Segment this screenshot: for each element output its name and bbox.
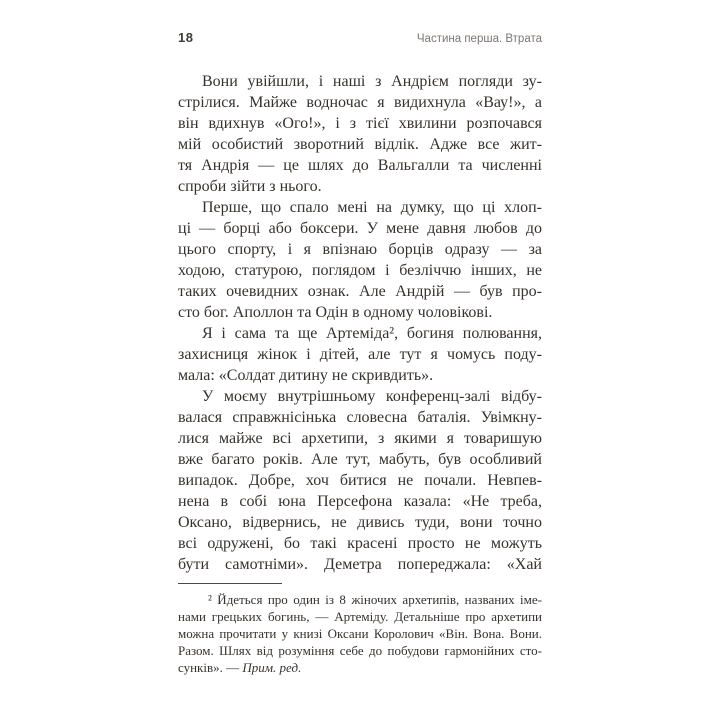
text-line: нена в собі юна Персефона казала: «Не треба, xyxy=(178,493,542,510)
text-line: цього спорту, і я впізнаю борців одразу — за xyxy=(178,241,542,258)
text-line: стрілися. Майже водночас я видихнула «Вау!», а xyxy=(178,94,542,111)
text-line: Оксано, відвернись, не дивись туди, вони точно xyxy=(178,514,542,531)
text-line: таких очевидних ознак. Але Андрій — був про- xyxy=(178,283,542,300)
text-line: Перше, що спало мені на думку, що ці хлоп- xyxy=(202,199,542,216)
text-line: валася справжнісінька словесна баталія. Увімкну- xyxy=(178,409,542,426)
text-line: всі одружені, бо такі красені просто не можуть xyxy=(178,535,542,552)
text-line: лися майже всі архетипи, з якими я товаришую xyxy=(178,430,542,447)
text-line: У моєму внутрішньому конференц-залі відбу- xyxy=(202,388,542,405)
page-number: 18 xyxy=(178,30,194,45)
text-line: мала: «Солдат дитину не скривдить». xyxy=(178,367,434,384)
footnote-line: ² Йдеться про один із 8 жіночих архетипів, названих іме- xyxy=(208,592,542,607)
footnote-line: Разом. Шлях від розуміння себе до побудови гармонійних сто- xyxy=(178,643,542,658)
text-line: захисниця жінок і дітей, але тут я чомусь поду- xyxy=(178,346,542,363)
text-line: ходою, статурою, поглядом і безліччю інших, не xyxy=(178,262,542,279)
body-text xyxy=(178,71,542,575)
footnote xyxy=(178,591,542,676)
text-line: Вони увійшли, і наші з Андрієм погляди зу- xyxy=(202,73,542,90)
text-line: бути самотніми». Деметра попереджала: «Хай xyxy=(178,556,542,573)
page-header xyxy=(178,30,542,45)
footnote-line: можна прочитати у книзі Оксани Королович «Він. Вона. Вони. xyxy=(178,626,542,641)
footnote-line xyxy=(178,659,542,676)
footnote-line: нами грецьких богинь, — Артеміду. Детальніше про архетипи xyxy=(178,609,542,624)
text-line: вже багато років. Але тут, мабуть, був особливий xyxy=(178,451,542,468)
text-line: ці — борці або боксери. У мене давня любов до xyxy=(178,220,542,237)
text-line: він вдихнув «Ого!», і з тієї хвилини розпочався xyxy=(178,115,542,132)
text-line: тя Андрія — це шлях до Вальгалли та численні xyxy=(178,157,542,174)
text-line: мій особистий зворотний відлік. Адже все жит- xyxy=(178,136,542,153)
text-line: випадок. Добре, хоч битися не почали. Невпев- xyxy=(178,472,542,489)
text-line: сто бог. Аполлон та Одін в одному чоловікові. xyxy=(178,304,493,321)
editor-note: Прим. ред. xyxy=(242,660,302,675)
text-line: Я і сама та ще Артеміда², богиня полювання, xyxy=(202,325,542,342)
footnote-line-text: сунків». — xyxy=(178,660,243,675)
footnote-separator xyxy=(178,583,282,584)
running-title: Частина перша. Втрата xyxy=(416,33,542,45)
text-line: спроби зійти з нього. xyxy=(178,178,322,195)
